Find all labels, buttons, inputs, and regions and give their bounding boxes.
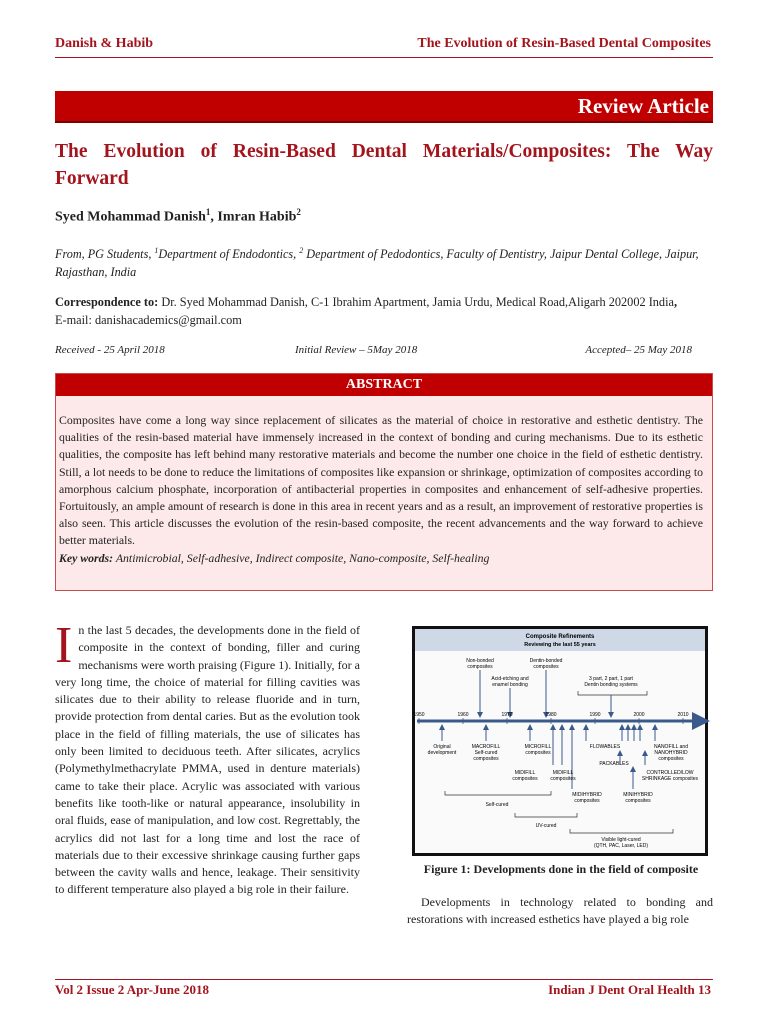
author-name: Syed Mohammad Danish — [55, 209, 206, 225]
label-self-cured: Self-cured — [485, 802, 509, 808]
label-microfill: composites — [525, 750, 551, 756]
label-midifill: MIDIFILL — [514, 770, 536, 776]
label-packables: PACKABLES — [599, 761, 629, 767]
affiliation-mark: 1 — [154, 246, 159, 255]
keywords-label: Key words: — [59, 550, 114, 565]
timeline-diagram — [415, 629, 705, 853]
label-nonbonded: Non-bonded — [466, 658, 494, 664]
label-visible-light-cured: Visible light-cured — [601, 837, 641, 843]
correspondence-address: Dr. Syed Mohammad Danish, C-1 Ibrahim Apartment, Jamia Urdu, Medical Road,Aligarh 202002 India — [158, 295, 674, 309]
author-affiliation-mark: 2 — [296, 207, 301, 217]
affiliation-text: Department of Endodontics, — [158, 247, 300, 262]
label-midifill-2: MIDIFILL — [552, 770, 574, 776]
abstract-box — [55, 373, 713, 591]
label-macrofill: composites — [473, 756, 499, 762]
label-microfill: MICROFILL — [524, 744, 552, 750]
footer-divider — [55, 979, 713, 980]
correspondence-email: E-mail: danishacademics@gmail.com — [55, 313, 242, 327]
timeline-year-label: 1990 — [589, 712, 601, 718]
label-dentin-bonded: Dentin-bonded — [529, 658, 563, 664]
label-midihybrid: composites — [574, 798, 600, 804]
label-visible-light-cured: (QTH, PAC, Laser, LED) — [593, 843, 649, 849]
author-separator: , — [210, 209, 218, 225]
label-bonding-systems: 3 part, 2 part, 1 part — [589, 676, 633, 682]
figure-subtitle: Reviewing the last 55 years — [524, 642, 596, 648]
body-paragraph: n the last 5 decades, the developments done in the field of composite in the context of bonding, filler and curing mechanisms were worth praising (Figure 1). Initially, for a very long time, the choice of material for filling cavities was silicates due to their ability to release fluoride and in turn, provide protection from dental caries. But as the evolution took place in the field of filling materials, the use of silicates has only been limited to deciduous teeth. After silicates, acrylics (Polymethylmethacrylate PMMA, used in denture materials) came to take their place. Acrylic was associated with various benefits like tooth-like or natural appearance, insolubility in oral fluids, ease of manipulation, and low cost. Regrettably, the acrylics did not last for a long time and lost the race of materials due to their excessive shrinkage causing further gaps between the cavity walls and hence, leakage. Their sensitivity to different temperature also played a big role in their failure. — [55, 623, 360, 897]
label-controlled-shrinkage: SHRINKAGE composites — [641, 776, 699, 782]
label-controlled-shrinkage: CONTROLLED/LOW — [646, 770, 694, 776]
correspondence-label: Correspondence to: — [55, 295, 159, 309]
label-uv-cured: UV-cured — [535, 823, 557, 829]
label-minihybrid: composites — [625, 798, 651, 804]
body-column-left — [55, 617, 360, 899]
body-paragraph: Developments in technology related to bonding and restorations with increased esthetics have played a big role — [407, 895, 713, 927]
author-list — [55, 207, 301, 226]
accepted-date: Accepted– 25 May 2018 — [585, 344, 692, 356]
affiliation-text: From, PG Students, — [55, 247, 155, 262]
correspondence — [55, 293, 713, 329]
label-macrofill: Self-cured — [474, 750, 498, 756]
label-nanofill: NANOFILL and — [654, 744, 688, 750]
affiliation-mark: 2 — [299, 246, 304, 255]
timeline-year-label: 2000 — [633, 712, 645, 718]
header-divider — [55, 57, 713, 58]
abstract-body — [56, 396, 712, 567]
drop-cap: I — [55, 617, 73, 674]
timeline-year-label: 1960 — [457, 712, 469, 718]
initial-review-date: Initial Review – 5May 2018 — [295, 344, 418, 356]
label-nanofill: NANOHYBRID — [654, 750, 688, 756]
timeline-year-label: 1970 — [501, 712, 513, 718]
label-original: Original — [433, 744, 451, 750]
label-nonbonded: composites — [467, 664, 493, 670]
body-column-right — [407, 894, 713, 929]
label-original: development — [427, 750, 457, 756]
running-header-authors: Danish & Habib — [55, 36, 154, 51]
label-midihybrid: MIDIHYBRID — [572, 792, 602, 798]
label-acid-etching: enamel bonding — [492, 682, 528, 688]
label-nanofill: composites — [658, 756, 684, 762]
timeline-year-label: 1950 — [413, 712, 425, 718]
label-bonding-systems: Dentin bonding systems — [584, 682, 638, 688]
running-header-title: The Evolution of Resin-Based Dental Composites — [417, 36, 711, 51]
figure-caption: Figure 1: Developments done in the field of composite — [423, 862, 699, 876]
figure-title: Composite Refinements — [525, 634, 595, 640]
abstract-heading: ABSTRACT — [56, 374, 712, 396]
author-affiliation-mark: 1 — [205, 207, 211, 217]
footer-journal-page: Indian J Dent Oral Health 13 — [548, 982, 711, 997]
timeline-year-label: 2010 — [677, 712, 689, 718]
footer-issue: Vol 2 Issue 2 Apr-June 2018 — [55, 982, 209, 997]
author-name: Imran Habib — [217, 209, 297, 225]
keywords — [59, 551, 489, 565]
label-midifill-2: composites — [550, 776, 576, 782]
label-acid-etching: Acid-etching and — [491, 676, 529, 682]
figure-1 — [412, 626, 708, 856]
label-minihybrid: MINIHYBRID — [623, 792, 653, 798]
timeline-year-label: 1980 — [545, 712, 557, 718]
keywords-list: Antimicrobial, Self-adhesive, Indirect composite, Nano-composite, Self-healing — [113, 550, 490, 565]
affiliation-text: Department of Pedodontics, Faculty of Dentistry, Jaipur Dental College, Jaipur, Rajasthan, India — [55, 247, 699, 280]
affiliation — [55, 242, 713, 281]
article-title: The Evolution of Resin-Based Dental Materials/Composites: The Way Forward — [55, 141, 713, 189]
correspondence-comma: , — [673, 295, 678, 309]
label-macrofill: MACROFILL — [471, 744, 501, 750]
article-type-label: Review Article — [577, 94, 709, 118]
label-midifill: composites — [512, 776, 538, 782]
received-date: Received - 25 April 2018 — [55, 344, 165, 356]
label-dentin-bonded: composites — [533, 664, 559, 670]
label-flowables: FLOWABLES — [589, 744, 621, 750]
article-type-banner — [55, 91, 713, 123]
abstract-text: Composites have come a long way since replacement of silicates as the material of choice in restorative and esthetic dentistry. The qualities of the resin-based material have immensely increased in the context of bonding and curing mechanisms. Due to its esthetic qualities, the composite has left behind many restorative materials and become the number one choice in the field of esthetic dentistry. Still, a lot needs to be done to reduce the limitations of composites like expansion or shrinkage, optimization of composites according to amorphous calcium phosphate, incorporation of antibacterial properties in composites and enhancement of self-adhesive properties. Fortuitously, an ample amount of research is done in this area in recent years and as a result, an improvement of restorative properties is also seen. This article discusses the evolution of the resin-based composite, the recent advancements and the way forward to achieve better materials. — [59, 413, 703, 548]
